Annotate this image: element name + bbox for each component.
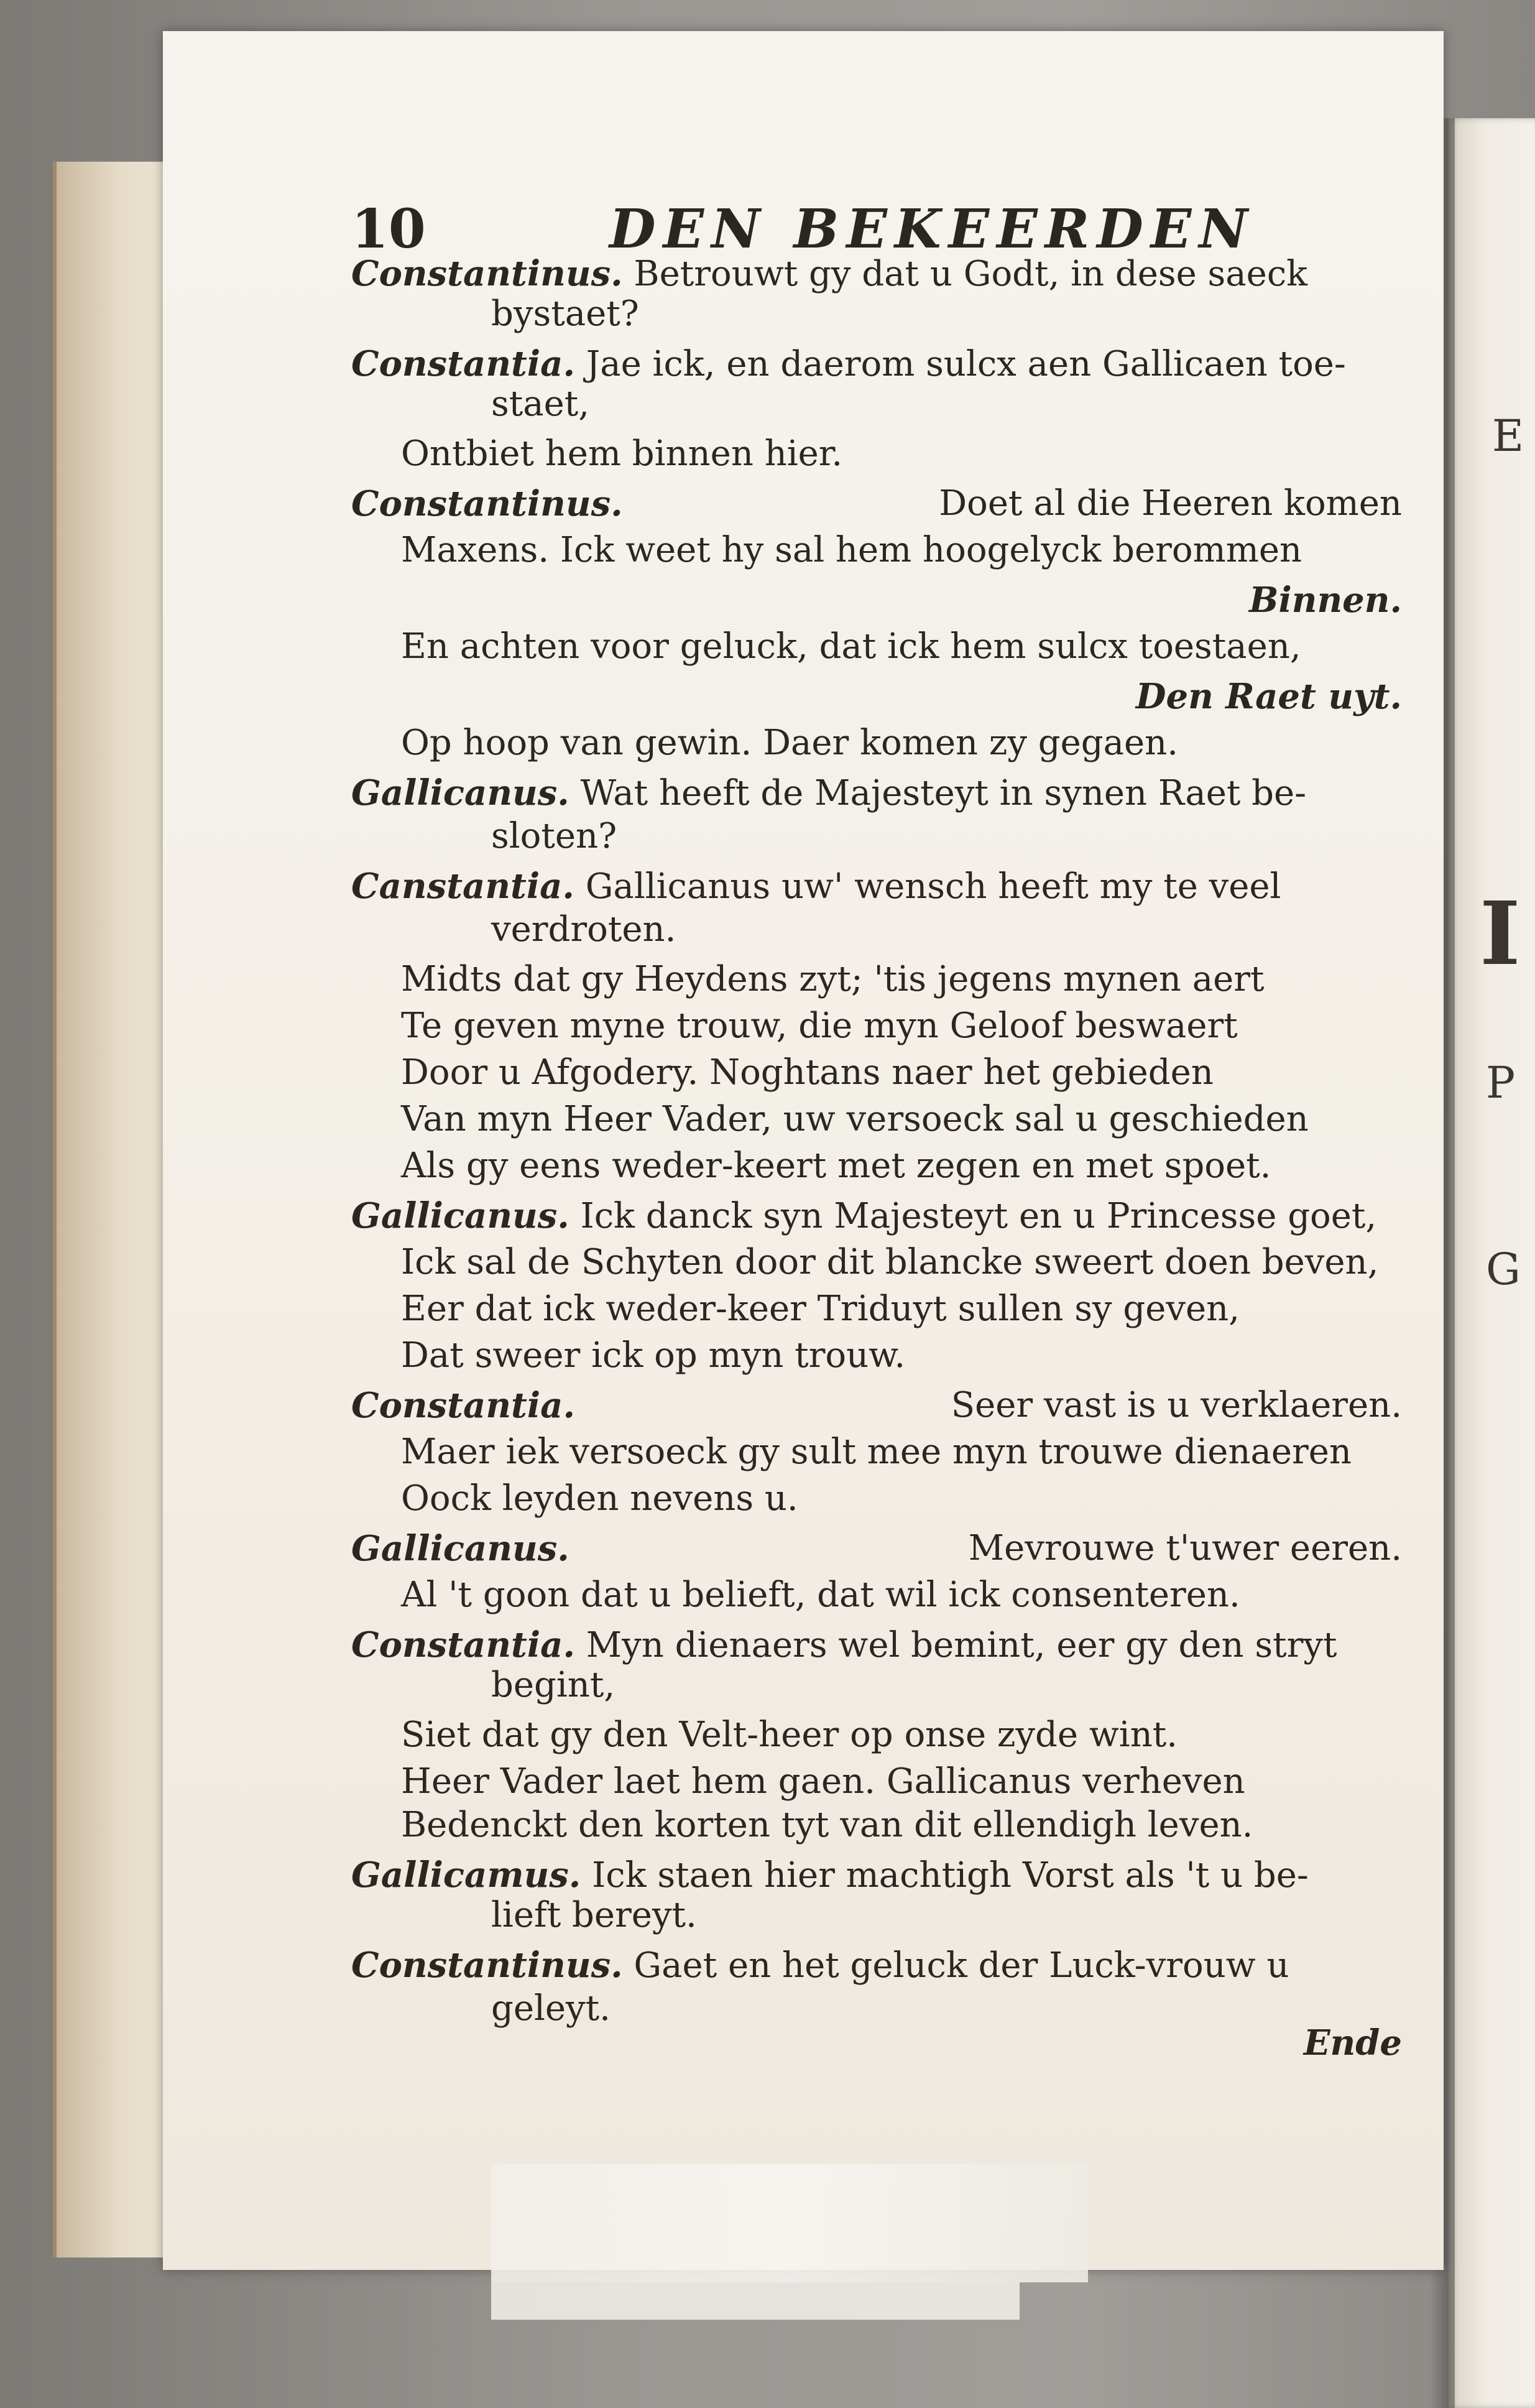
verse-text: En achten voor geluck, dat ick hem sulcx toestaen,	[401, 626, 1301, 667]
stage-direction: Ende	[1303, 2022, 1402, 2063]
verse-text: geleyt.	[491, 1988, 611, 2029]
text-line	[351, 1527, 1402, 1570]
facing-page-fragment: I	[1480, 883, 1521, 985]
text-line	[351, 1573, 1452, 1617]
verse-text: Te geven myne trouw, die myn Geloof beswaert	[401, 1006, 1238, 1046]
speaker-name: Canstantia.	[351, 866, 574, 907]
text-line	[351, 1194, 1402, 1238]
text-line	[351, 578, 1402, 622]
verse-text: Al 't goon dat u belieft, dat wil ick consenteren.	[401, 1575, 1240, 1615]
page-number: 10	[351, 198, 426, 261]
stage-direction: Den Raet uyt.	[1135, 676, 1402, 717]
text-line	[351, 1894, 1535, 1937]
text-line	[351, 382, 1535, 426]
facing-page-fragment: G	[1486, 1244, 1521, 1295]
verse-text: verdroten.	[491, 909, 676, 950]
verse-text: Van myn Heer Vader, uw versoeck sal u geschieden	[401, 1099, 1309, 1139]
redaction-label	[491, 2164, 1088, 2282]
verse-text: Maer iek versoeck gy sult mee myn trouwe dienaeren	[401, 1432, 1352, 1472]
text-line	[351, 1430, 1452, 1474]
verse-text: Bedenckt den korten tyt van dit ellendigh leven.	[401, 1805, 1253, 1845]
speaker-name: Constantia.	[351, 1624, 575, 1665]
redaction-label	[491, 2282, 1020, 2320]
text-line	[351, 2021, 1402, 2065]
verse-text: Door u Afgodery. Noghtans naer het gebieden	[401, 1052, 1214, 1093]
verse-text: sloten?	[491, 816, 617, 856]
text-line	[351, 1334, 1452, 1378]
text-line	[351, 1623, 1402, 1667]
text-line	[351, 771, 1402, 815]
verse-text: Dat sweer ick op myn trouw.	[401, 1335, 906, 1376]
verse-text: Ick sal de Schyten door dit blancke sweert doen beven,	[401, 1242, 1379, 1282]
text-line	[351, 1144, 1452, 1188]
verse-text: Myn dienaers wel bemint, eer gy den stryt	[574, 1625, 1337, 1665]
text-line	[351, 1853, 1402, 1897]
verse-text: lieft bereyt.	[491, 1895, 697, 1935]
speaker-name: Constantia.	[351, 343, 575, 384]
verse-text: Gaet en het geluck der Luck-vrouw u	[622, 1945, 1289, 1986]
text-line	[351, 482, 1402, 526]
text-line	[351, 1760, 1452, 1804]
text-line	[351, 864, 1402, 908]
verse-text: Eer dat ick weder-keer Triduyt sullen sy geven,	[401, 1289, 1240, 1329]
verse-text: Ick staen hier machtigh Vorst als 't u be-	[581, 1855, 1309, 1896]
speaker-name: Gallicanus.	[351, 772, 569, 813]
speaker-name: Gallicanus.	[351, 1195, 569, 1236]
stage-direction: Binnen.	[1249, 580, 1402, 621]
text-line	[351, 1098, 1452, 1141]
verse-text: Oock leyden nevens u.	[401, 1478, 798, 1519]
text-line	[351, 1477, 1452, 1521]
text-line	[351, 1004, 1452, 1048]
facing-page	[1449, 118, 1535, 2408]
verse-text: Maxens. Ick weet hy sal hem hoogelyck berommen	[401, 530, 1302, 570]
verse-text: Siet dat gy den Velt-heer op onse zyde wint.	[401, 1715, 1178, 1755]
speaker-name: Constantinus.	[351, 1945, 623, 1986]
verse-text: Gallicanus uw' wensch heeft my te veel	[574, 866, 1281, 907]
facing-page-fragment: P	[1486, 1057, 1516, 1108]
text-line	[351, 432, 1452, 476]
text-line	[351, 625, 1452, 669]
text-line	[351, 1804, 1452, 1847]
speaker-name: Constantinus.	[351, 483, 623, 524]
speaker-name: Gallicanus.	[351, 1528, 569, 1569]
text-line	[351, 342, 1402, 386]
speaker-name: Gallicamus.	[351, 1855, 581, 1896]
speaker-name: Constantia.	[351, 1385, 575, 1426]
running-head: DEN BEKEERDEN	[609, 198, 1255, 261]
text-line	[351, 958, 1452, 1001]
verse-text: Ontbiet hem binnen hier.	[401, 433, 843, 474]
verse-text: Wat heeft de Majesteyt in synen Raet be-	[569, 773, 1307, 813]
text-line	[351, 815, 1535, 858]
verse-text: Op hoop van gewin. Daer komen zy gegaen.	[401, 723, 1179, 763]
verse-text: Jae ick, en daerom sulcx aen Gallicaen toe-	[574, 344, 1346, 384]
verse-text: Ick danck syn Majesteyt en u Princesse goet,	[569, 1196, 1377, 1236]
text-line	[351, 1384, 1402, 1427]
text-line	[351, 1713, 1452, 1757]
text-line	[351, 908, 1535, 952]
verse-text: Seer vast is u verklaeren.	[951, 1385, 1402, 1425]
text-line	[351, 721, 1452, 765]
text-line	[351, 292, 1535, 336]
facing-page-fragment: E	[1492, 410, 1524, 461]
text-line	[351, 252, 1402, 295]
verse-text: Doet al die Heeren komen	[939, 483, 1402, 524]
text-line	[351, 1943, 1402, 1987]
verse-text: Heer Vader laet hem gaen. Gallicanus verheven	[401, 1761, 1245, 1802]
verse-text: begint,	[491, 1665, 615, 1705]
text-line	[351, 1664, 1535, 1707]
text-line	[351, 1241, 1452, 1284]
text-line	[351, 1051, 1452, 1095]
speaker-name: Constantinus.	[351, 253, 623, 294]
text-line	[351, 1287, 1452, 1331]
text-line	[351, 529, 1452, 572]
verse-text: Mevrouwe t'uwer eeren.	[968, 1528, 1402, 1568]
verse-text: Als gy eens weder-keert met zegen en met spoet.	[401, 1146, 1271, 1186]
verse-text: staet,	[491, 384, 590, 424]
verse-text: Midts dat gy Heydens zyt; 'tis jegens mynen aert	[401, 959, 1265, 999]
text-line	[351, 675, 1402, 718]
verse-text: Betrouwt gy dat u Godt, in dese saeck	[622, 254, 1308, 294]
verse-text: bystaet?	[491, 294, 639, 334]
